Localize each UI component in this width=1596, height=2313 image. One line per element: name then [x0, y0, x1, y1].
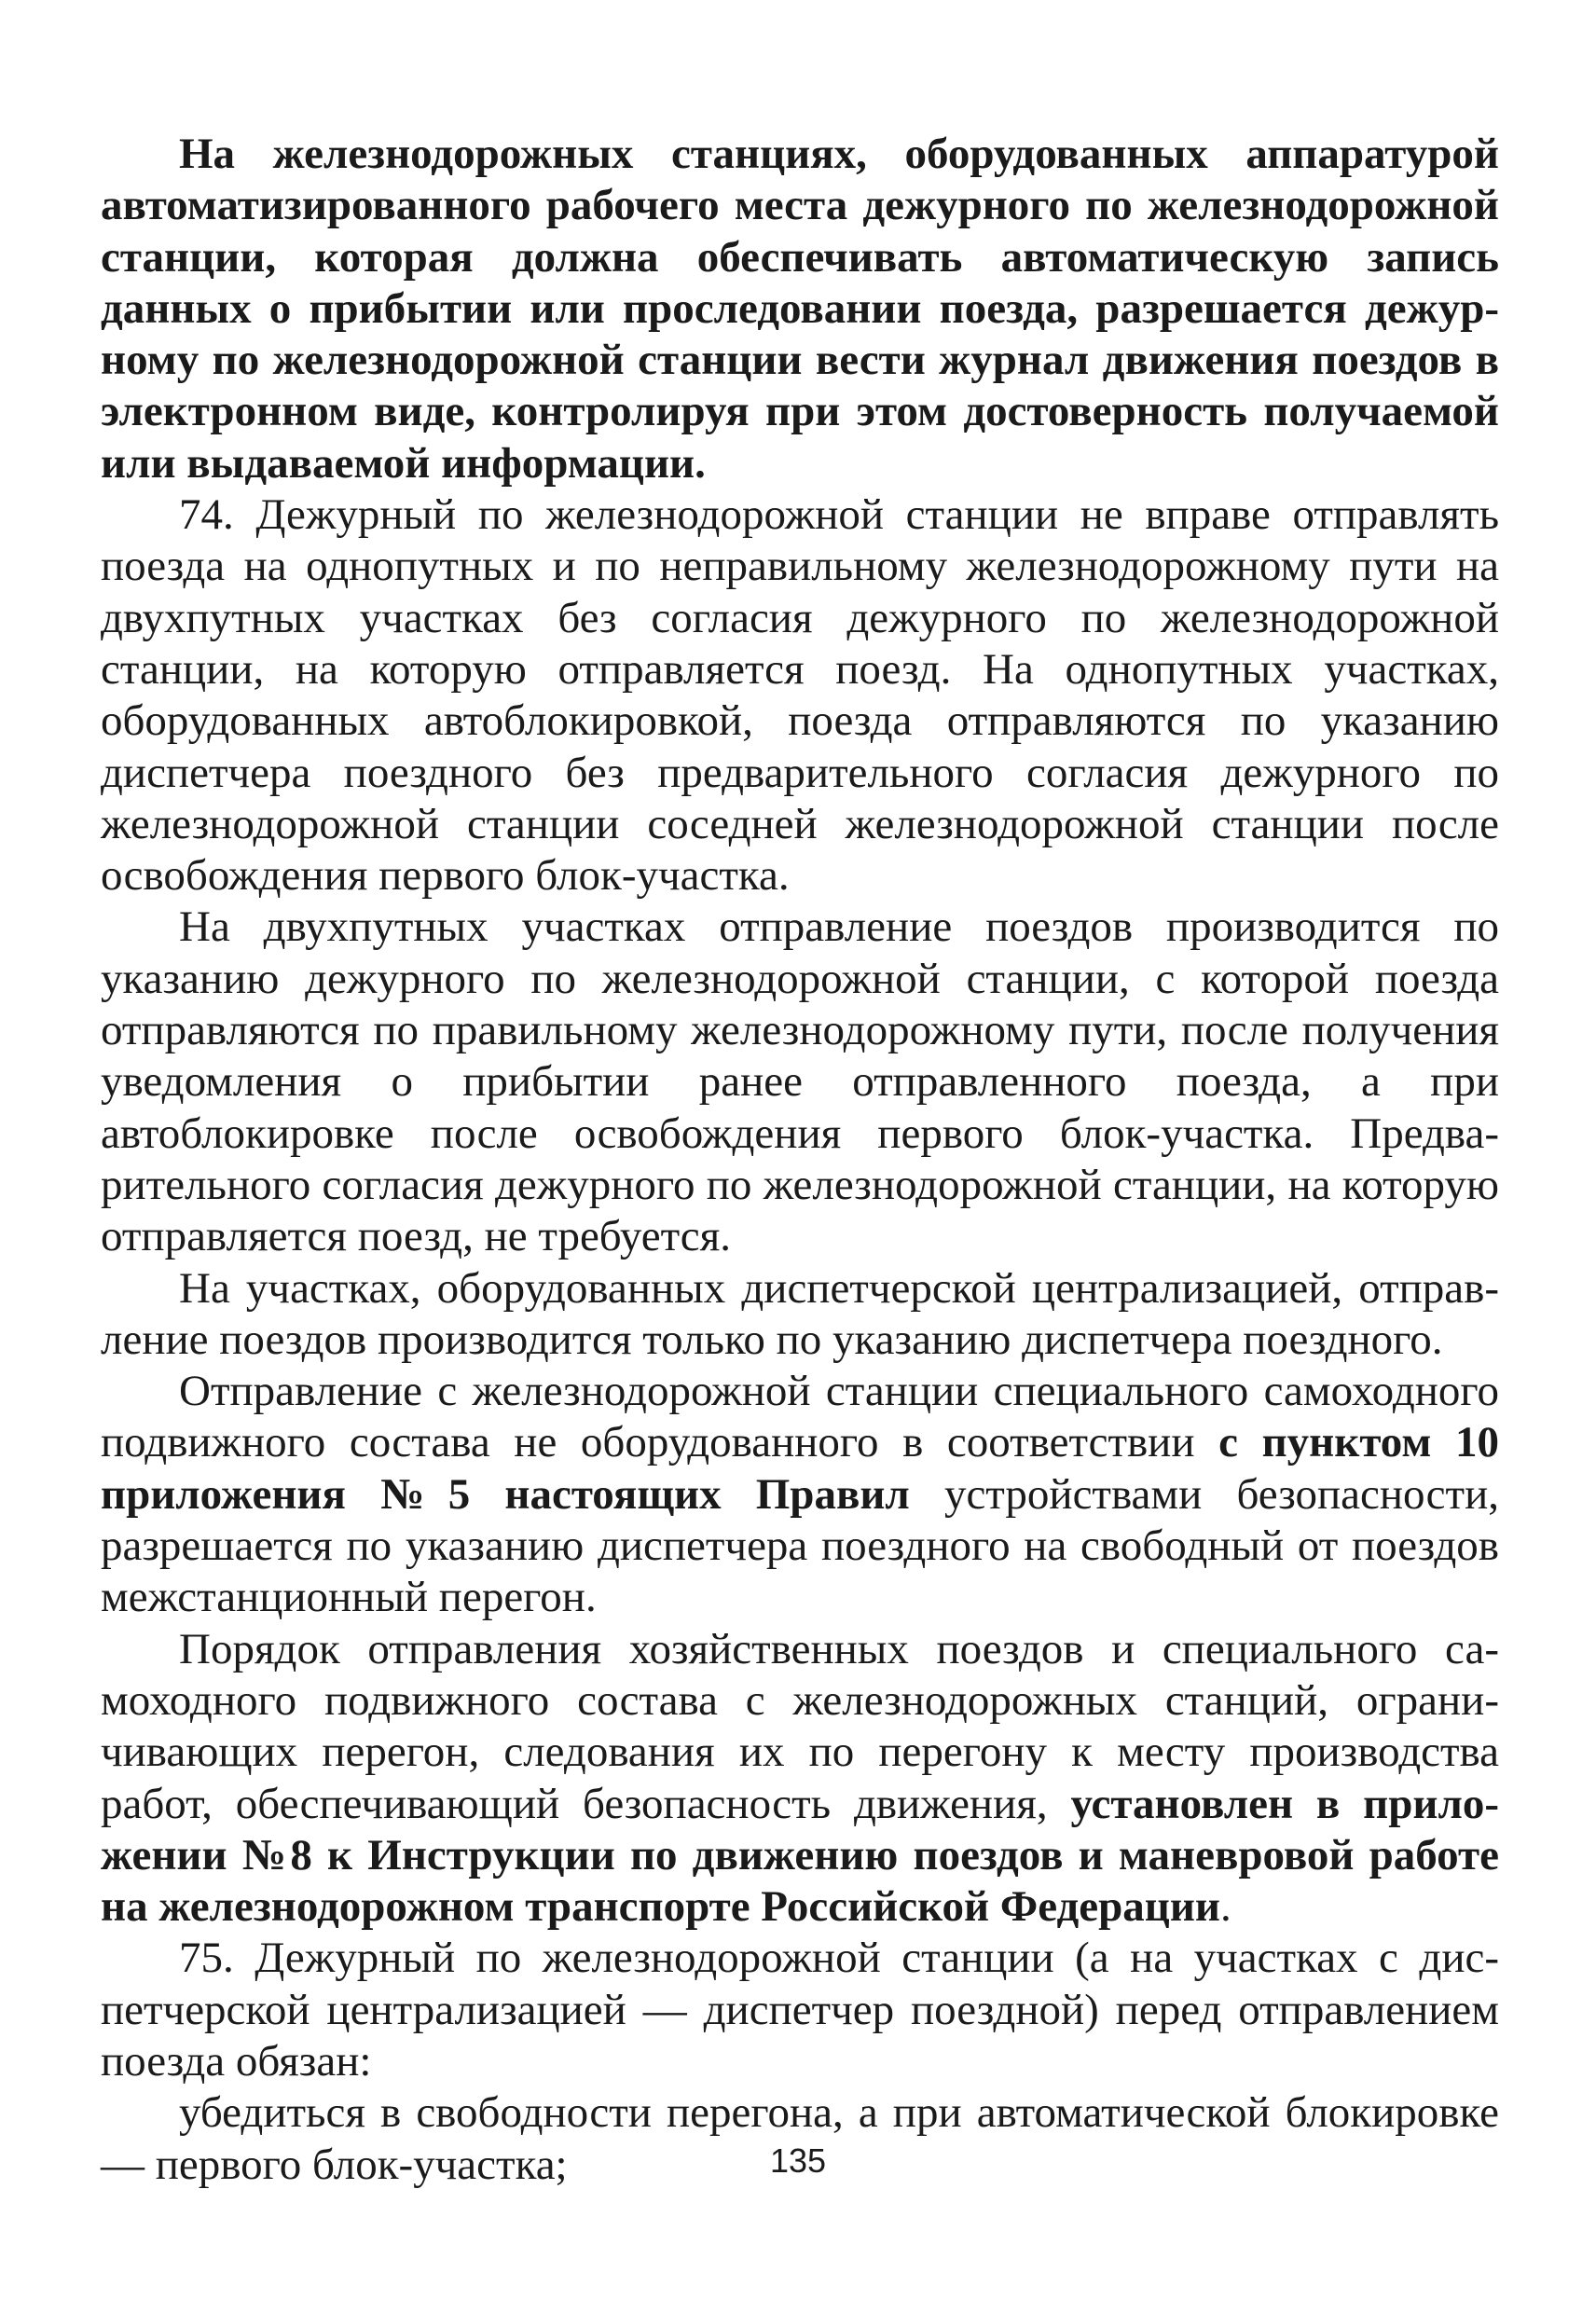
text-run: устройствами безопасности, разрешается по указанию диспетчера поездного на свободный от поездов межстанционный перегон.	[101, 1469, 1499, 1622]
page-number: 135	[769, 2141, 827, 2180]
page-body	[101, 129, 1499, 2191]
text-run: Порядок отправления хозяйственных поездов и специального самоходного подвижного состава с железнодорожных станций, ограничивающих перегон, следования их по перегону к месту производства работ, обеспечивающий безопасность движения,	[101, 1624, 1499, 1828]
paragraph-lead	[101, 129, 1499, 489]
bold-reference: установлен в приложении №8 к Инструкции по движению поездов и маневровой работе на железнодорожном транспорте Российской Федерации	[101, 1779, 1500, 1932]
paragraph-order	[101, 1624, 1499, 1934]
paragraph-75	[101, 1933, 1499, 2087]
paragraph-special	[101, 1366, 1499, 1623]
text-run: 74. Дежурный по железнодорожной станции не вправе отправлять поезда на однопутных и по неправильному железнодорожному пути на двухпутных участках без согласия дежурного по железнодорожной станции, на которую отправляется поезд. На однопутных участках, оборудованных автоблокировкой, поезда отправляются по указанию диспетчера поездного без предварительного согласия дежурного по железнодорожной станции соседней железнодорожной станции после освобождения первого блок-участка.	[101, 490, 1499, 901]
paragraph-dispatch	[101, 1263, 1499, 1367]
paragraph-74	[101, 489, 1499, 902]
paragraph-double-track	[101, 902, 1499, 1262]
text-run: 75. Дежурный по железнодорожной станции (а на участках с диспетчерской централизацией — диспетчер поездной) перед отправлением поезда обязан:	[101, 1934, 1499, 2086]
text-run: На участках, оборудованных диспетчерской централизацией, отправление поездов производится только по указанию диспетчера поездного.	[101, 1263, 1499, 1364]
text-run: На железнодорожных станциях, оборудованных аппаратурой автоматизированного рабочего места дежурного по железнодорожной станции, которая должна обеспечивать автоматическую запись данных о прибытии или проследовании поезда, разрешается дежурному по железнодорожной станции вести журнал движения поездов в электронном виде, контролируя при этом достоверность получаемой или выдаваемой информации.	[101, 130, 1499, 488]
bold-reference: с пунктом 10 приложения №5 настоящих Правил	[101, 1418, 1500, 1519]
text-run: На двухпутных участках отправление поездов производится по указанию дежурного по железнодорожной станции, с которой поезда отправляются по правильному железнодорожному пути, после получения уведомления о прибытии ранее отправленного поезда, а при автоблокировке после освобождения первого блок-участка. Предварительного согласия дежурного по железнодорожной станции, на которую отправляется поезд, не требуется.	[101, 902, 1499, 1261]
text-run: убедиться в свободности перегона, а при автоматической блокировке — первого блок-участка;	[101, 2088, 1499, 2189]
text-run: .	[1220, 1882, 1231, 1932]
text-run: Отправление с железнодорожной станции специального самоходного подвижного состава не оборудованного в соответствии	[101, 1367, 1499, 1467]
